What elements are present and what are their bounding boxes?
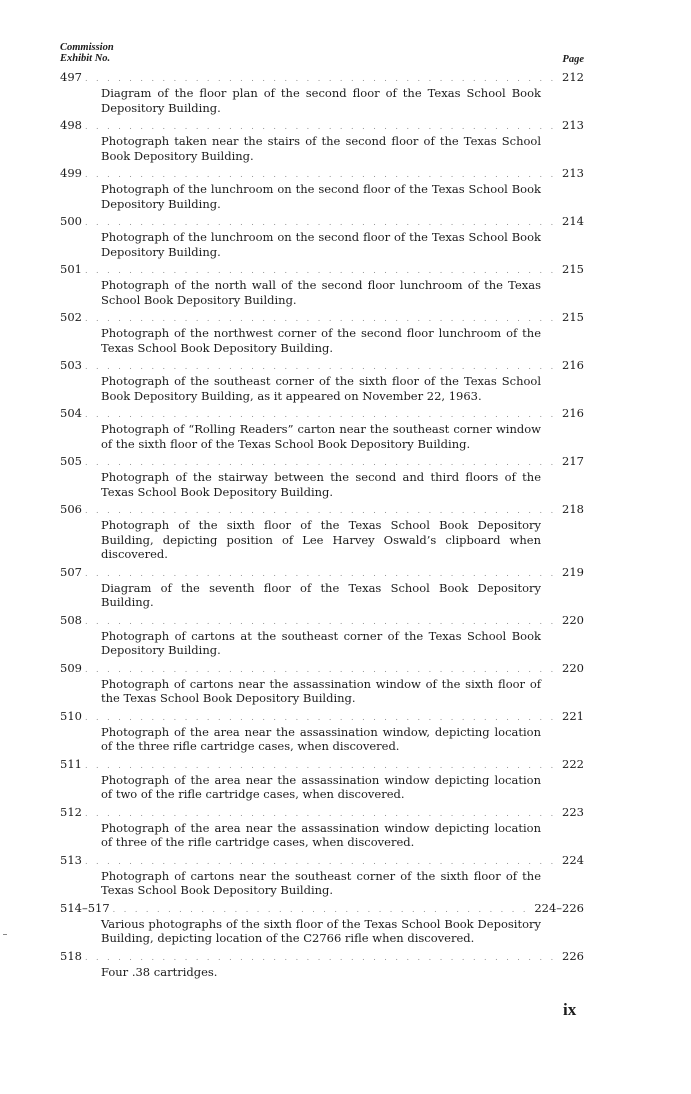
- exhibit-entry: [60, 709, 584, 754]
- dot-leader: [85, 504, 559, 518]
- exhibit-number: 507: [60, 564, 82, 579]
- exhibit-number-line: [60, 70, 584, 86]
- exhibit-number-line: [60, 454, 584, 470]
- page-number: 220: [562, 612, 584, 627]
- dot-leader: [85, 711, 559, 725]
- exhibit-number: 513: [60, 852, 82, 867]
- exhibit-entry: [60, 661, 584, 706]
- dot-leader: [85, 216, 559, 230]
- exhibit-description: Photograph of the north wall of the second floor lunchroom of the Texas School Book Depository Building.: [101, 278, 541, 307]
- page-folio: ix: [563, 1000, 577, 1019]
- exhibit-number-line: [60, 757, 584, 773]
- exhibit-description: Photograph of the lunchroom on the second floor of the Texas School Book Depository Building.: [101, 230, 541, 259]
- dot-leader: [85, 168, 559, 182]
- exhibit-description: Various photographs of the sixth floor of the Texas School Book Depository Building, depicting location of the C2766 rifle when discovered.: [101, 916, 541, 945]
- exhibit-number-line: [60, 853, 584, 869]
- exhibit-description: Photograph taken near the stairs of the second floor of the Texas School Book Depository Building.: [101, 134, 541, 163]
- exhibit-entry: [60, 949, 584, 980]
- exhibit-number: 512: [60, 804, 82, 819]
- exhibit-description: Photograph of cartons at the southeast corner of the Texas School Book Depository Building.: [101, 628, 541, 657]
- page-number: 220: [562, 660, 584, 675]
- page-number: 224: [562, 852, 584, 867]
- exhibit-number: 511: [60, 756, 82, 771]
- exhibit-list: [60, 70, 584, 982]
- exhibit-number: 497: [60, 70, 82, 84]
- dot-leader: [85, 615, 559, 629]
- exhibit-description: Diagram of the seventh floor of the Texas School Book Depository Building.: [101, 580, 541, 609]
- page-number: 219: [562, 564, 584, 579]
- exhibit-entry: [60, 214, 584, 259]
- exhibit-number: 509: [60, 660, 82, 675]
- exhibit-entry: [60, 853, 584, 898]
- dot-leader: [85, 807, 559, 821]
- dot-leader: [85, 408, 559, 422]
- exhibit-entry: [60, 613, 584, 658]
- page-number: 214: [562, 214, 584, 228]
- exhibit-number: 506: [60, 502, 82, 516]
- exhibit-entry: [60, 310, 584, 355]
- exhibit-number: 500: [60, 214, 82, 228]
- page-number: 223: [562, 804, 584, 819]
- exhibit-description: Photograph of the area near the assassination window depicting location of three of the rifle cartridge cases, when discovered.: [101, 820, 541, 849]
- page-number: 215: [562, 262, 584, 276]
- exhibit-number-line: [60, 166, 584, 182]
- exhibit-description: Photograph of cartons near the southeast corner of the sixth floor of the Texas School Book Depository Building.: [101, 868, 541, 897]
- exhibit-entry: [60, 358, 584, 403]
- exhibit-entry: [60, 454, 584, 499]
- exhibit-number: 518: [60, 948, 82, 963]
- dot-leader: [85, 72, 559, 86]
- page-number: 218: [562, 502, 584, 516]
- page-number: 213: [562, 166, 584, 180]
- page-number: 226: [562, 948, 584, 963]
- dot-leader: [85, 312, 559, 326]
- exhibit-number-line: [60, 613, 584, 629]
- exhibit-description: Photograph of the area near the assassination window, depicting location of the three rifle cartridge cases, when discovered.: [101, 724, 541, 753]
- exhibit-description: Photograph of cartons near the assassination window of the sixth floor of the Texas School Book Depository Building.: [101, 676, 541, 705]
- page-number: 212: [562, 70, 584, 84]
- exhibit-description: Four .38 cartridges.: [101, 964, 218, 979]
- dot-leader: [85, 759, 559, 773]
- exhibit-description: Diagram of the floor plan of the second floor of the Texas School Book Depository Building.: [101, 86, 541, 115]
- exhibit-description: Photograph of the southeast corner of the sixth floor of the Texas School Book Depository Building, as it appeared on November 22, 1963.: [101, 374, 541, 403]
- exhibit-number-line: [60, 565, 584, 581]
- exhibit-number: 499: [60, 166, 82, 180]
- exhibit-number-line: [60, 262, 584, 278]
- exhibit-number-line: [60, 118, 584, 134]
- dot-leader: [85, 951, 559, 965]
- exhibit-description: Photograph of the stairway between the second and third floors of the Texas School Book Depository Building.: [101, 470, 541, 499]
- exhibit-number-line: [60, 214, 584, 230]
- exhibit-entry: [60, 118, 584, 163]
- exhibit-number-line: [60, 949, 584, 965]
- exhibit-description: Photograph of the lunchroom on the second floor of the Texas School Book Depository Building.: [101, 182, 541, 211]
- exhibit-entry: [60, 901, 584, 946]
- column-header-exhibit: [60, 42, 114, 64]
- exhibit-entry: [60, 805, 584, 850]
- exhibit-number: 498: [60, 118, 82, 132]
- exhibit-number-line: [60, 661, 584, 677]
- page-number: 222: [562, 756, 584, 771]
- exhibit-entry: [60, 70, 584, 115]
- exhibit-number: 503: [60, 358, 82, 372]
- dot-leader: [85, 567, 559, 581]
- exhibit-description: Photograph of “Rolling Readers” carton near the southeast corner window of the sixth floor of the Texas School Book Depository Building.: [101, 422, 541, 451]
- exhibit-number: 502: [60, 310, 82, 324]
- exhibit-number: 505: [60, 454, 82, 468]
- page-number: 215: [562, 310, 584, 324]
- exhibit-number: 508: [60, 612, 82, 627]
- dot-leader: [85, 120, 559, 134]
- exhibit-number: 504: [60, 406, 82, 420]
- dot-leader: [85, 855, 559, 869]
- exhibit-number-line: [60, 709, 584, 725]
- dot-leader: [85, 360, 559, 374]
- exhibit-number: 510: [60, 708, 82, 723]
- page-number: 213: [562, 118, 584, 132]
- exhibit-number-line: [60, 901, 584, 917]
- dot-leader: [85, 456, 559, 470]
- exhibit-description: Photograph of the northwest corner of the second floor lunchroom of the Texas School Book Depository Building.: [101, 326, 541, 355]
- page-number: 216: [562, 358, 584, 372]
- exhibit-number: 514–517: [60, 900, 110, 915]
- page-number: 216: [562, 406, 584, 420]
- exhibit-entry: [60, 406, 584, 451]
- page-number: 217: [562, 454, 584, 468]
- exhibit-entry: [60, 757, 584, 802]
- exhibit-number-line: [60, 502, 584, 518]
- exhibit-entry: [60, 166, 584, 211]
- page-number: 221: [562, 708, 584, 723]
- exhibit-number-line: [60, 358, 584, 374]
- page-number: 224–226: [534, 900, 584, 915]
- exhibit-description: Photograph of the area near the assassination window depicting location of two of the rifle cartridge cases, when discovered.: [101, 772, 541, 801]
- exhibit-number-line: [60, 805, 584, 821]
- exhibit-description: Photograph of the sixth floor of the Texas School Book Depository Building, depicting position of Lee Harvey Oswald’s clipboard when discovered.: [101, 518, 541, 561]
- exhibit-number-line: [60, 310, 584, 326]
- exhibit-number: 501: [60, 262, 82, 276]
- exhibit-entry: [60, 262, 584, 307]
- header-commission: Commission: [60, 42, 114, 53]
- header-exhibit-no: Exhibit No.: [60, 53, 111, 64]
- scan-mark: [3, 934, 7, 935]
- dot-leader: [113, 903, 532, 917]
- exhibit-entry: [60, 565, 584, 610]
- exhibit-number-line: [60, 406, 584, 422]
- column-header-page: Page: [562, 54, 584, 65]
- exhibit-entry: [60, 502, 584, 562]
- dot-leader: [85, 264, 559, 278]
- dot-leader: [85, 663, 559, 677]
